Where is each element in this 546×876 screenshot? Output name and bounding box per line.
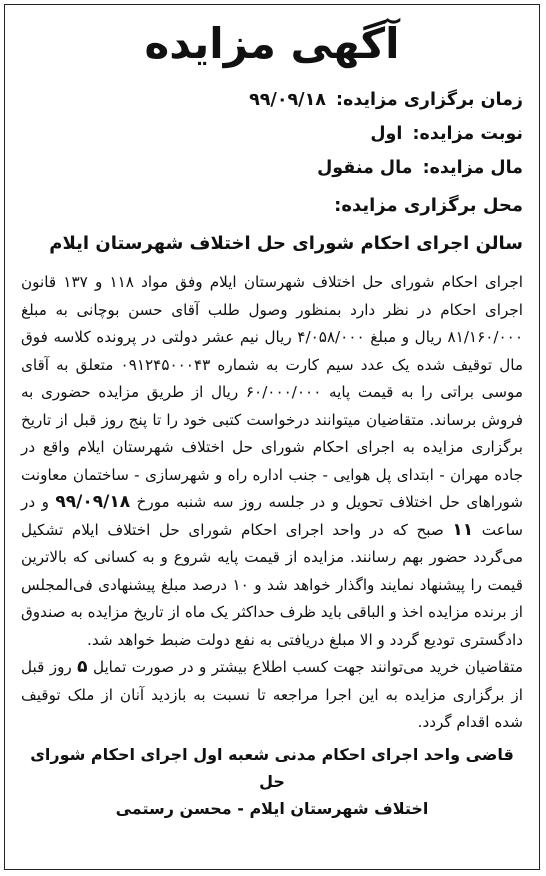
days-before: ۵: [77, 657, 88, 677]
signature: [21, 741, 523, 822]
auction-property-row: [21, 151, 523, 185]
notice-title: آگهی مزایده: [144, 19, 400, 68]
auction-property-label: مال مزایده:: [422, 158, 523, 178]
body-text-1: اجرای احکام شورای حل اختلاف شهرستان ایلام وفق مواد ۱۱۸ و ۱۳۷ قانون اجرای احکام در نظر دارد بمنظور وصول طلب آقای حسن بوچانی به مبلغ ۸۱/۱۶۰/۰۰۰ ریال و مبلغ ۴/۰۵۸/۰۰۰ ریال نیم عشر دولتی در پرونده کلاسه فوق مال توقیف شده یک عدد سیم کارت به شماره ۰۹۱۲۴۵۰۰۰۴۳ متعلق به آقای موسی براتی را به قیمت پایه ۶۰/۰۰۰/۰۰۰ ریال از طریق مزایده حضوری به فروش برساند. متقاضیان میتوانند درخواست کتبی خود را تا پنج روز قبل از تاریخ برگزاری مزایده به اجرای احکام شورای حل اختلاف شهرستان ایلام واقع در جاده مهران - ابتدای پل هوایی - جنب اداره راه و شهرسازی - ساختمان معاونت شوراهای حل اختلاف تحویل و در جلسه روز سه شنبه مورخ: [21, 273, 524, 511]
body-text-4: متقاضیان خرید می‌توانند جهت کسب اطلاع بیشتر و در صورت تمایل: [92, 658, 523, 676]
venue-name: سالن اجرای احکام شورای حل اختلاف شهرستان ایلام: [49, 233, 523, 254]
session-date: ۹۹/۰۹/۱۸: [55, 492, 131, 512]
body-text-2: و در ساعت: [21, 493, 524, 539]
body-text-3: صبح که در واحد اجرای احکام شورای حل اختلاف ایلام تشکیل می‌گردد حضور بهم رسانند. مزایده از قیمت پایه شروع و به کسانی که بالاترین قیمت را پیشنهاد نمایند واگذار خواهد شد و ۱۰ درصد مبلغ پیشنهادی فی‌المجلس از برنده مزایده اخذ و الباقی باید ظرف حداکثر یک ماه از تاریخ مزایده به صندوق دادگستری تودیع گردد و الا مبلغ دریافتی به نفع دولت ضبط خواهد شد.: [21, 520, 523, 649]
auction-date-value: ۹۹/۰۹/۱۸: [249, 90, 326, 110]
body-text-5: روز قبل از برگزاری مزایده به این اجرا مراجعه تا نسبت به بازدید آنان از ملک توقیف شده اقدام گردد.: [21, 658, 523, 731]
session-hour: ۱۱: [452, 519, 474, 540]
signature-line-2: اختلاف شهرستان ایلام - محسن رستمی: [115, 798, 429, 818]
auction-date-row: [21, 83, 523, 117]
auction-property-value: مال منقول: [317, 158, 413, 178]
auction-round-row: [21, 117, 523, 151]
venue-heading: محل برگزاری مزایده:: [334, 195, 523, 216]
auction-round-value: اول: [370, 124, 403, 144]
auction-round-label: نوبت مزایده:: [412, 124, 523, 144]
auction-date-label: زمان برگزاری مزایده:: [336, 90, 523, 110]
auction-notice: [4, 4, 540, 870]
notice-body: [21, 269, 523, 737]
signature-line-1: قاضی واحد اجرای احکام مدنی شعبه اول اجرای احکام شورای حل: [30, 744, 514, 791]
